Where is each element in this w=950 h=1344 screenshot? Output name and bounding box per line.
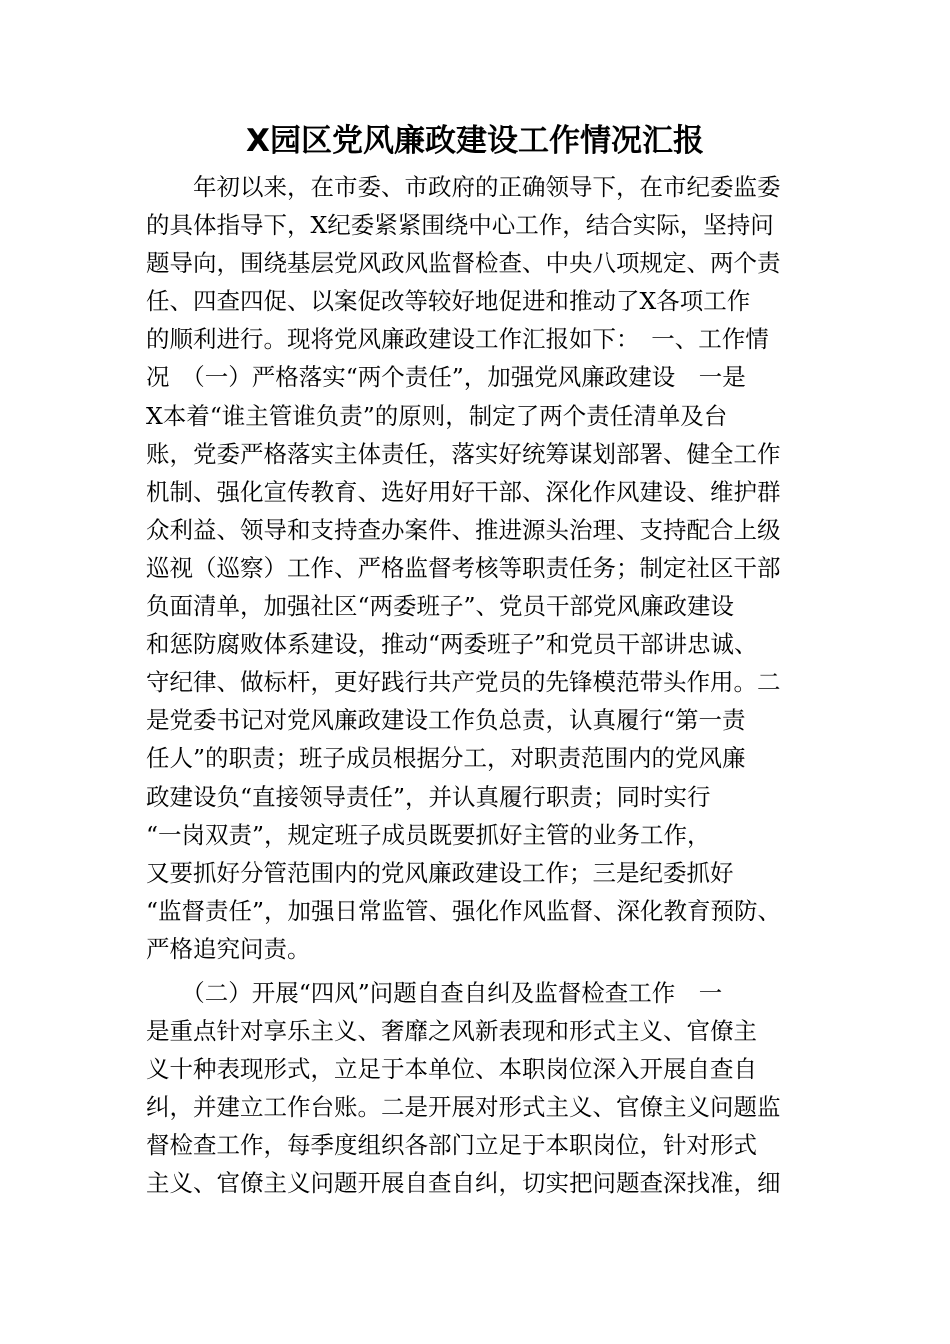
body-line: 年初以来，在市委、市政府的正确领导下，在市纪委监委 xyxy=(146,173,781,201)
body-line: 守纪律、做标杆，更好践行共产党员的先锋模范带头作用。二 xyxy=(146,668,781,697)
body-line: “一岗双责”，规定班子成员既要抓好主管的业务工作， xyxy=(146,820,711,849)
body-line: 巡视（巡察）工作、严格监督考核等职责任务；制定社区干部 xyxy=(146,553,781,582)
body-line: 账，党委严格落实主体责任，落实好统筹谋划部署、健全工作 xyxy=(146,439,781,468)
body-line: 的具体指导下，X纪委紧紧围绕中心工作，结合实际，坚持问 xyxy=(146,211,774,240)
body-line: 的顺利进行。现将党风廉政建设工作汇报如下： 一、工作情 xyxy=(146,325,769,354)
body-line: 机制、强化宣传教育、选好用好干部、深化作风建设、维护群 xyxy=(146,477,781,506)
body-line: 况 （一）严格落实“两个责任”，加强党风廉政建设 一是 xyxy=(146,363,746,392)
body-line: （二）开展“四风”问题自查自纠及监督检查工作 一 xyxy=(146,978,723,1007)
body-line: “监督责任”，加强日常监管、强化作风监督、深化教育预防、 xyxy=(146,896,782,925)
body-line: 任人”的职责；班子成员根据分工，对职责范围内的党风廉 xyxy=(146,744,746,773)
body-line: 纠，并建立工作台账。二是开展对形式主义、官僚主义问题监 xyxy=(146,1093,781,1122)
body-line: 主义、官僚主义问题开展自查自纠，切实把问题查深找准，细 xyxy=(146,1169,781,1198)
body-line: 和惩防腐败体系建设，推动“两委班子”和党员干部讲忠诚、 xyxy=(146,630,758,659)
document-body xyxy=(146,168,808,1203)
body-line: 义十种表现形式，立足于本单位、本职岗位深入开展自查自 xyxy=(146,1055,757,1084)
body-line: 严格追究问责。 xyxy=(146,934,311,963)
body-line: 是党委书记对党风廉政建设工作负总责，认真履行“第一责 xyxy=(146,706,746,735)
body-line: 又要抓好分管范围内的党风廉政建设工作；三是纪委抓好 xyxy=(146,858,734,887)
body-line: 题导向，围绕基层党风政风监督检查、中央八项规定、两个责 xyxy=(146,249,781,278)
body-line: X本着“谁主管谁负责”的原则，制定了两个责任清单及台 xyxy=(146,401,728,430)
body-line: 任、四查四促、以案促改等较好地促进和推动了X各项工作 xyxy=(146,287,751,316)
body-line: 政建设负“直接领导责任”，并认真履行职责；同时实行 xyxy=(146,782,711,811)
body-line: 众利益、领导和支持查办案件、推进源头治理、支持配合上级 xyxy=(146,515,781,544)
body-line: 督检查工作，每季度组织各部门立足于本职岗位，针对形式 xyxy=(146,1131,757,1160)
document-title: X园区党风廉政建设工作情况汇报 xyxy=(246,123,704,159)
body-line: 是重点针对享乐主义、奢靡之风新表现和形式主义、官僚主 xyxy=(146,1017,757,1046)
body-line: 负面清单，加强社区“两委班子”、党员干部党风廉政建设 xyxy=(146,592,735,621)
